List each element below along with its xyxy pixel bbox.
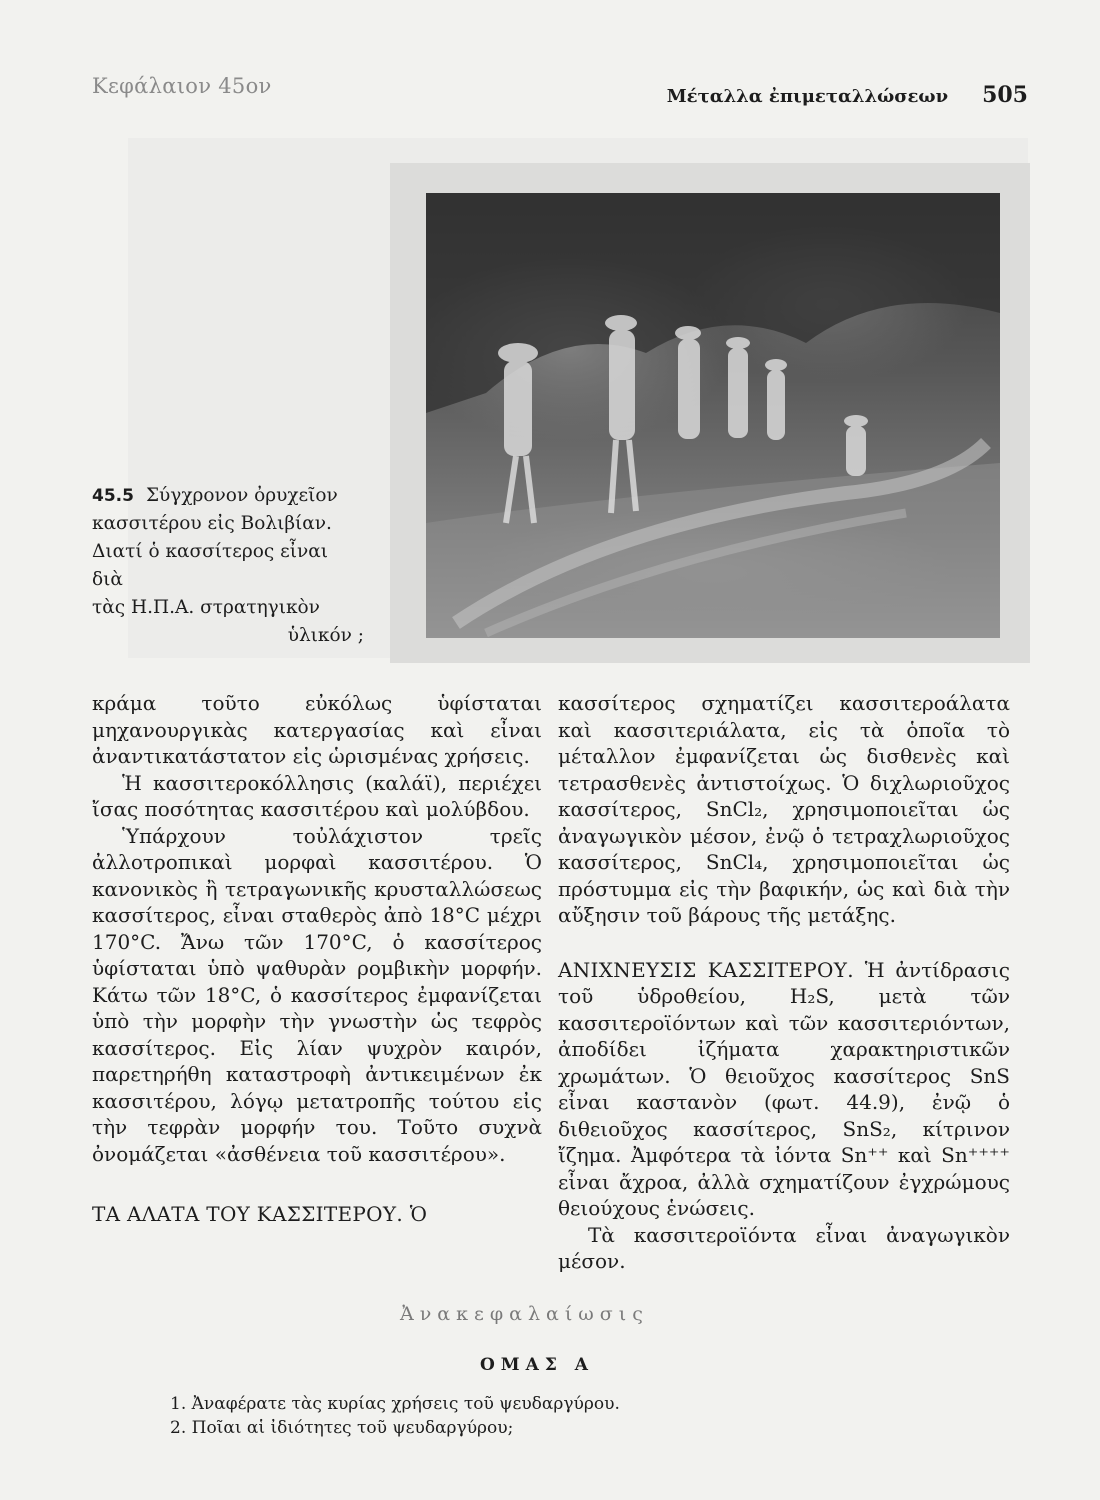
caption-line: Σύγχρονον ὀρυχεῖον	[145, 485, 338, 506]
running-header	[667, 82, 1028, 108]
figure-number: 45.5	[92, 486, 134, 506]
caption-line: ὑλικόν ;	[287, 625, 364, 646]
paragraph: κασσίτερος σχηματίζει κασσιτεροάλατα καὶ κασσιτεριάλατα, εἰς τὰ ὁποῖα τὸ μέταλλον ἐμφανίζεται ὡς δισθενὲς καὶ τετρασθενὲς ἀντιστοίχως. Ὁ διχλωριοῦχος κασσίτερος, SnCl₂, χρησιμοποιεῖται ὡς ἀναγωγικὸν μέσον, ἐνῷ ὁ τετραχλωριοῦχος κασσίτερος, SnCl₄, χρησιμοποιεῖται ὡς πρόστυμμα εἰς τὴν βαφικήν, ὡς καὶ διὰ τὴν αὔξησιν τοῦ βάρους τῆς μετάξης.	[558, 691, 1010, 927]
chapter-header: Κεφάλαιον 45ον	[92, 74, 272, 98]
question-item: 1. Ἀναφέρατε τὰς κυρίας χρήσεις τοῦ ψευδαργύρου.	[170, 1394, 620, 1414]
caption-line: Διατί ὁ κασσίτερος εἶναι διὰ	[92, 541, 328, 590]
page-number: 505	[982, 82, 1028, 108]
section-heading: ΑΝΙΧΝΕΥΣΙΣ ΚΑΣΣΙΤΕΡΟΥ.	[558, 957, 854, 982]
section-heading	[92, 1201, 542, 1228]
section-heading-text: ΤΑ ΑΛΑΤΑ ΤΟΥ ΚΑΣΣΙΤΕΡΟΥ.	[92, 1202, 404, 1226]
figure-frame	[390, 163, 1030, 663]
caption-line: κασσιτέρου εἰς Βολιβίαν.	[92, 513, 332, 534]
group-title: ΟΜΑΣ Α	[480, 1355, 594, 1375]
section-title: Μέταλλα ἐπιμεταλλώσεων	[666, 86, 949, 107]
left-column	[92, 690, 542, 1228]
caption-line: τὰς Η.Π.Α. στρατηγικὸν	[92, 597, 320, 618]
paragraph: Ἡ κασσιτεροκόλλησις (καλάϊ), περιέχει ἴσας ποσότητας κασσιτέρου καὶ μολύβδου.	[92, 770, 542, 821]
paragraph: Ἡ ἀντίδρασις τοῦ ὑδροθείου, H₂S, μετὰ τῶν κασσιτεροϊόντων καὶ τῶν κασσιτεριόντων, ἀποδίδει ἰζήματα χαρακτηριστικῶν χρωμάτων. Ὁ θειοῦχος κασσίτερος SnS εἶναι καστανὸν (φωτ. 44.9), ἐνῷ ὁ διθειοῦχος κασσίτερος, SnS₂, κίτρινον ἴζημα. Ἀμφότερα τὰ ἰόντα Sn⁺⁺ καὶ Sn⁺⁺⁺⁺ εἶναι ἄχροα, ἀλλὰ σχηματίζουν ἐγχρώμους θειούχους ἑνώσεις.	[558, 957, 1010, 1220]
paragraph: Ὑπάρχουν τοὐλάχιστον τρεῖς ἀλλοτροπικαὶ μορφαὶ κασσιτέρου. Ὁ κανονικὸς ἢ τετραγωνικῆς κρυσταλλώσεως κασσίτερος, εἶναι σταθερὸς ἀπὸ 18°C μέχρι 170°C. Ἄνω τῶν 170°C, ὁ κασσίτερος ὑφίσταται ὑπὸ ψαθυρὰν ρομβικὴν μορφήν. Κάτω τῶν 18°C, ὁ κασσίτερος ἐμφανίζεται ὑπὸ τὴν μορφὴν τὴν γνωστὴν ὡς τεφρὸς κασσίτερος. Εἰς λίαν ψυχρὸν καιρόν, παρετηρήθη καταστροφὴ ἀντικειμένων ἐκ κασσιτέρου, λόγῳ μετατροπῆς τούτου εἰς τὴν τεφρὰν μορφήν του. Τοῦτο συχνὰ ὀνομάζεται «ἀσθένεια τοῦ κασσιτέρου».	[92, 823, 542, 1166]
paragraph: κράμα τοῦτο εὐκόλως ὑφίσταται μηχανουργικὰς κατεργασίας καὶ εἶναι ἀναντικατάστατον εἰς ὡρισμένας χρήσεις.	[92, 691, 542, 768]
right-column	[558, 690, 1010, 1275]
mine-illustration	[426, 193, 1000, 638]
question-list	[170, 1392, 620, 1440]
summary-title: Ἀνακεφαλαίωσις	[400, 1303, 649, 1325]
mine-photo	[426, 193, 1000, 638]
heading-continuation: Ὁ	[409, 1202, 428, 1226]
paragraph: Τὰ κασσιτεροϊόντα εἶναι ἀναγωγικὸν μέσον.	[558, 1222, 1010, 1273]
question-item: 2. Ποῖαι αἱ ἰδιότητες τοῦ ψευδαργύρου;	[170, 1418, 514, 1438]
figure-caption	[92, 482, 364, 650]
